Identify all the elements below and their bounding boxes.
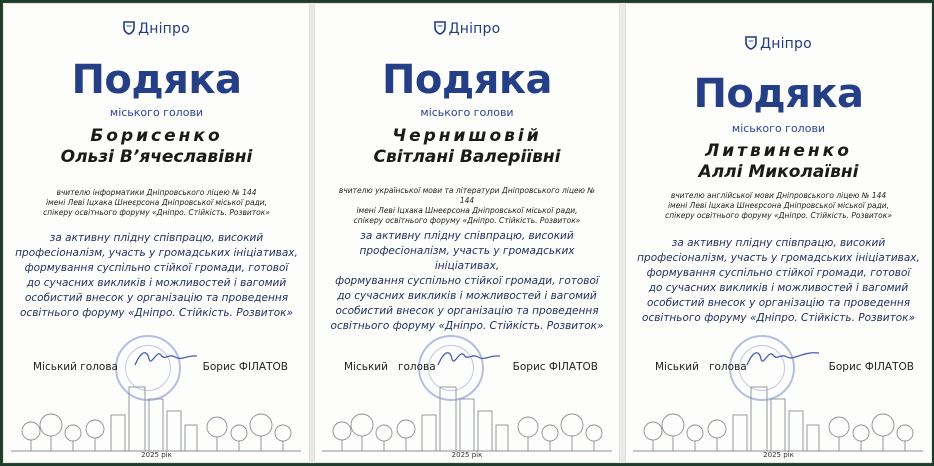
recipient-name <box>625 141 932 183</box>
reason-line: особистий внесок у організацію та проведення <box>24 292 289 304</box>
reason-line: формування суспільно стійкої громади, готової <box>24 262 289 274</box>
position-line: спікеру освітнього форуму «Дніпро. Стійкість. Розвиток» <box>353 216 581 225</box>
logo-text: Дніпро <box>760 36 812 52</box>
city-logo <box>314 21 620 37</box>
reason-line: за активну плідну співпрацю, високий <box>671 237 886 249</box>
position-line: вчителю української мови та літератури Дніпровського ліцею № 144 <box>338 186 596 205</box>
signature-row <box>625 361 932 381</box>
city-skyline-illustration <box>322 381 612 453</box>
recipient-surname: Литвиненко <box>705 141 852 161</box>
certificate-title: Подяка <box>71 57 242 103</box>
dnipro-shield-icon <box>434 21 446 35</box>
recipient-name <box>314 126 620 168</box>
recipient-position <box>314 186 620 226</box>
reason-line: за активну плідну співпрацю, високий <box>360 230 574 242</box>
certificate-subtitle: міського голови <box>420 106 514 119</box>
position-line: імені Леві Іцхака Шнеєрсона Дніпровської міської ради, <box>667 201 890 210</box>
recipient-given-name: Світлані Валеріївні <box>373 147 561 167</box>
city-skyline-illustration <box>633 381 923 453</box>
reason-line: формування суспільно стійкої громади, готової <box>335 275 599 287</box>
logo-text: Дніпро <box>448 21 501 37</box>
reason-line: за активну плідну співпрацю, високий <box>49 232 264 244</box>
recipient-position <box>625 191 932 221</box>
recipient-position <box>3 188 310 218</box>
position-line: спікеру освітнього форуму «Дніпро. Стійкість. Розвиток» <box>43 208 270 217</box>
photo-frame <box>2 2 932 464</box>
certificate-1 <box>3 3 310 463</box>
city-skyline-illustration <box>11 381 301 453</box>
reason-line: до сучасних викликів і можливостей і вагомий <box>337 290 597 302</box>
reason-line: професіоналізм, участь у громадських ініціативах, <box>359 245 575 272</box>
award-reason <box>3 231 310 321</box>
recipient-surname: Чернишовій <box>392 126 542 146</box>
position-line: імені Леві Іцхака Шнеєрсона Дніпровської міської ради, <box>45 198 268 207</box>
reason-line: до сучасних викликів і можливостей і вагомий <box>26 277 287 289</box>
dnipro-shield-icon <box>745 36 757 50</box>
position-line: вчителю інформатики Дніпровського ліцею № 144 <box>56 188 257 197</box>
certificate-subtitle: міського голови <box>109 106 204 119</box>
signatory-name: Борис ФІЛАТОВ <box>828 361 914 373</box>
city-logo <box>625 36 932 52</box>
certificate-subtitle: міського голови <box>731 122 826 135</box>
reason-line: освітнього форуму «Дніпро. Стійкість. Розвиток» <box>330 320 604 332</box>
logo-text: Дніпро <box>138 21 190 37</box>
signature-row <box>314 361 620 381</box>
award-reason <box>314 229 620 334</box>
city-logo <box>3 21 310 37</box>
signature-row <box>3 361 310 381</box>
signatory-title: Міський голова <box>344 361 436 373</box>
certificate-2 <box>314 3 620 463</box>
reason-line: до сучасних викликів і можливостей і вагомий <box>648 282 909 294</box>
signatory-title: Міський голова <box>33 361 118 373</box>
reason-line: освітнього форуму «Дніпро. Стійкість. Розвиток» <box>20 307 293 319</box>
signatory-title: Міський голова <box>655 361 747 373</box>
signatory-name: Борис ФІЛАТОВ <box>202 361 288 373</box>
reason-line: особистий внесок у організацію та проведення <box>335 305 599 317</box>
position-line: вчителю англійської мови Дніпровського ліцею № 144 <box>670 191 887 200</box>
recipient-given-name: Аллі Миколаївні <box>698 162 859 182</box>
certificate-year: 2025 рік <box>451 451 483 459</box>
recipient-name <box>3 126 310 168</box>
award-reason <box>625 236 932 326</box>
recipient-given-name: Ользі В’ячеславівні <box>60 147 253 167</box>
signatory-name: Борис ФІЛАТОВ <box>512 361 598 373</box>
reason-line: особистий внесок у організацію та проведення <box>646 297 911 309</box>
position-line: спікеру освітнього форуму «Дніпро. Стійкість. Розвиток» <box>665 211 892 220</box>
reason-line: професіоналізм, участь у громадських ініціативах, <box>15 247 298 259</box>
reason-line: формування суспільно стійкої громади, готової <box>646 267 911 279</box>
recipient-surname: Борисенко <box>90 126 223 146</box>
certificate-year: 2025 рік <box>763 451 794 459</box>
certificate-year: 2025 рік <box>141 451 172 459</box>
certificate-title: Подяка <box>381 57 553 103</box>
position-line: імені Леві Іцхака Шнеєрсона Дніпровської міської ради, <box>356 206 578 215</box>
reason-line: освітнього форуму «Дніпро. Стійкість. Розвиток» <box>642 312 915 324</box>
certificate-3 <box>625 3 932 463</box>
dnipro-shield-icon <box>123 21 135 35</box>
reason-line: професіоналізм, участь у громадських ініціативах, <box>637 252 920 264</box>
certificate-title: Подяка <box>693 71 864 117</box>
